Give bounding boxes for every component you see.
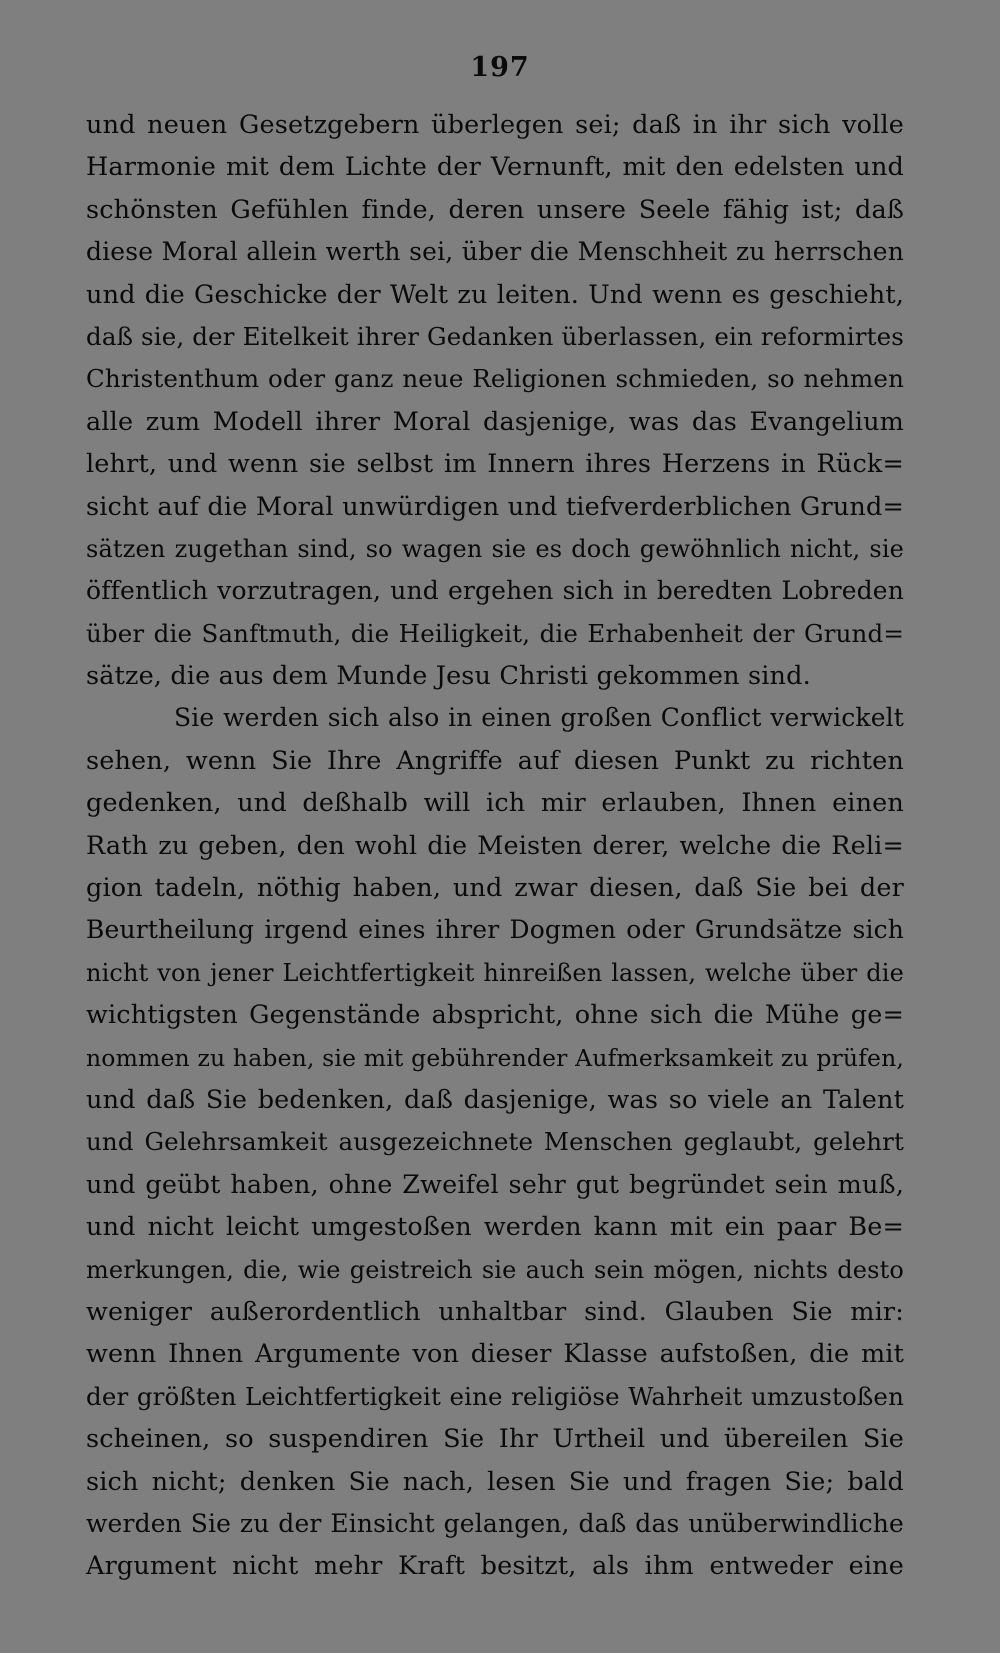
text-line: gedenken, und deßhalb will ich mir erlauben, Ihnen einen bbox=[86, 788, 904, 819]
text-line: und daß Sie bedenken, daß dasjenige, was so viele an Talent bbox=[86, 1084, 904, 1115]
text-line: und neuen Gesetzgebern überlegen sei; daß in ihr sich volle bbox=[86, 110, 904, 140]
text-line: sehen, wenn Sie Ihre Angriffe auf diesen Punkt zu richten bbox=[86, 745, 904, 776]
text-line: lehrt, und wenn sie selbst im Innern ihres Herzens in Rück= bbox=[86, 449, 904, 480]
paragraph-end-line: sätze, die aus dem Munde Jesu Christi gekommen sind. bbox=[86, 661, 811, 692]
text-line: Argument nicht mehr Kraft besitzt, als ihm entweder eine bbox=[86, 1551, 904, 1582]
text-line: daß sie, der Eitelkeit ihrer Gedanken überlassen, ein reformirtes bbox=[86, 321, 904, 351]
text-line: sicht auf die Moral unwürdigen und tiefverderblichen Grund= bbox=[86, 491, 904, 522]
text-line: schönsten Gefühlen finde, deren unsere Seele fähig ist; daß bbox=[86, 194, 904, 225]
text-line: der größten Leichtfertigkeit eine religiöse Wahrheit umzustoßen bbox=[86, 1381, 904, 1411]
text-line: wenn Ihnen Argumente von dieser Klasse aufstoßen, die mit bbox=[86, 1339, 904, 1370]
text-line: nicht von jener Leichtfertigkeit hinreißen lassen, welche über die bbox=[86, 958, 904, 987]
text-line: nommen zu haben, sie mit gebührender Aufmerksamkeit zu prüfen, bbox=[86, 1043, 904, 1072]
text-line: scheinen, so suspendiren Sie Ihr Urtheil und übereilen Sie bbox=[86, 1424, 904, 1455]
text-line: und Gelehrsamkeit ausgezeichnete Menschen geglaubt, gelehrt bbox=[86, 1127, 904, 1157]
text-line: Christenthum oder ganz neue Religionen schmieden, so nehmen bbox=[86, 364, 904, 394]
paragraph-start-line: Sie werden sich also in einen großen Conflict verwickelt bbox=[174, 703, 904, 733]
text-line: Beurtheilung irgend eines ihrer Dogmen oder Grundsätze sich bbox=[86, 915, 904, 945]
text-line: wichtigsten Gegenstände abspricht, ohne sich die Mühe ge= bbox=[86, 1000, 904, 1031]
text-line: Rath zu geben, den wohl die Meisten derer, welche die Reli= bbox=[86, 830, 904, 861]
body-text bbox=[86, 104, 904, 1588]
text-line: und geübt haben, ohne Zweifel sehr gut begründet sein muß, bbox=[86, 1169, 904, 1200]
text-line: und die Geschicke der Welt zu leiten. Und wenn es geschieht, bbox=[86, 279, 904, 310]
text-line: öffentlich vorzutragen, und ergehen sich in beredten Lobreden bbox=[86, 576, 904, 606]
text-line: über die Sanftmuth, die Heiligkeit, die Erhabenheit der Grund= bbox=[86, 618, 904, 648]
text-line: gion tadeln, nöthig haben, und zwar diesen, daß Sie bei der bbox=[86, 873, 904, 904]
text-line: sich nicht; denken Sie nach, lesen Sie und fragen Sie; bald bbox=[86, 1466, 904, 1497]
text-line: und nicht leicht umgestoßen werden kann mit ein paar Be= bbox=[86, 1212, 904, 1243]
page-number: 197 bbox=[470, 52, 530, 83]
text-line: weniger außerordentlich unhaltbar sind. Glauben Sie mir: bbox=[86, 1296, 904, 1327]
text-line: werden Sie zu der Einsicht gelangen, daß das unüberwindliche bbox=[86, 1508, 904, 1538]
text-line: Harmonie mit dem Lichte der Vernunft, mit den edelsten und bbox=[86, 152, 904, 183]
text-line: merkungen, die, wie geistreich sie auch sein mögen, nichts desto bbox=[86, 1255, 904, 1284]
text-line: diese Moral allein werth sei, über die Menschheit zu herrschen bbox=[86, 237, 904, 267]
text-line: alle zum Modell ihrer Moral dasjenige, was das Evangelium bbox=[86, 406, 904, 437]
text-line: sätzen zugethan sind, so wagen sie es doch gewöhnlich nicht, sie bbox=[86, 534, 904, 563]
